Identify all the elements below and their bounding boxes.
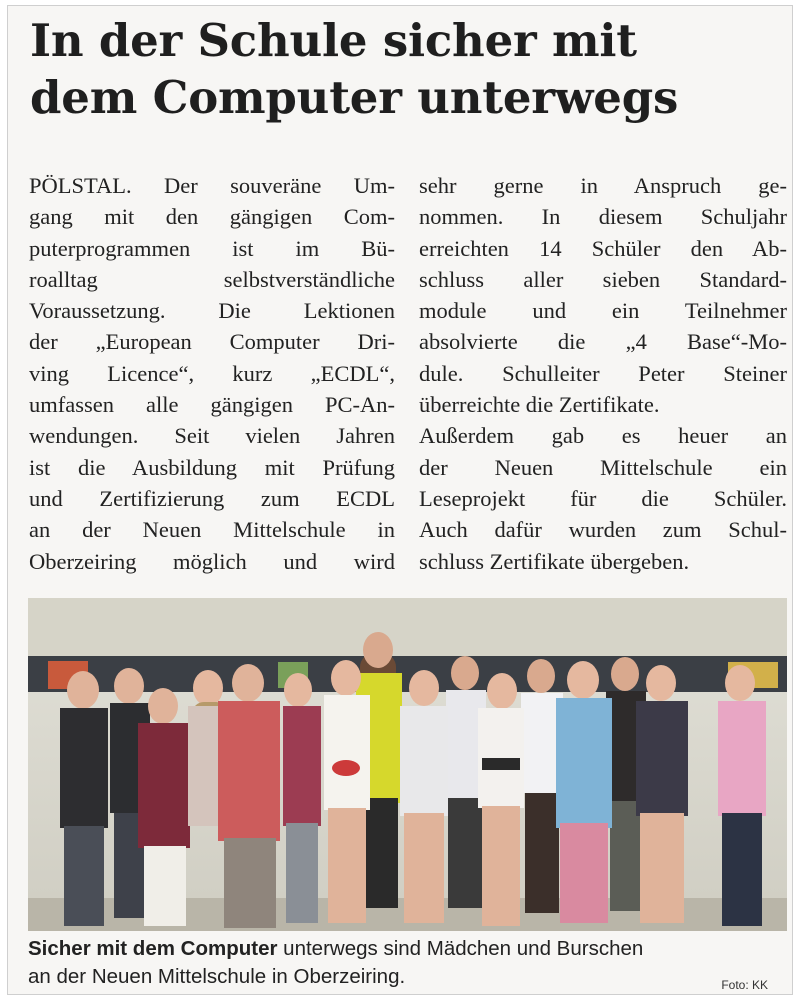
caption-text: unterwegs sind Mädchen und Burschen — [277, 937, 644, 960]
newspaper-clipping — [7, 5, 793, 995]
text-line: schluss Zertifikate übergeben. — [419, 548, 690, 574]
text-line: wendungen. Seit vielen Jahren — [29, 423, 395, 449]
caption-line — [28, 935, 788, 963]
text-line: Außerdem gab es heuer an — [419, 423, 787, 449]
text-line: ist die Ausbildung mit Prüfung — [29, 454, 395, 480]
headline-line: In der Schule sicher mit — [30, 14, 637, 67]
text-line: roalltag selbstverständliche — [29, 266, 395, 292]
text-line: Voraussetzung. Die Lektionen — [29, 298, 395, 324]
article-column-left — [29, 170, 395, 577]
group-photo — [28, 598, 787, 931]
text-line: nommen. In diesem Schuljahr — [419, 204, 787, 230]
caption-bold-lead: Sicher mit dem Computer — [28, 937, 278, 960]
text-line: module und ein Teilnehmer — [419, 298, 787, 324]
photo-caption — [28, 935, 788, 991]
text-line: Leseprojekt für die Schüler. — [419, 485, 787, 511]
text-line: Oberzeiring möglich und wird — [29, 548, 395, 574]
text-line: gang mit den gängigen Com- — [29, 204, 395, 230]
text-line: umfassen alle gängigen PC-An- — [29, 392, 395, 418]
text-line: schluss aller sieben Standard- — [419, 266, 787, 292]
article-column-right — [419, 170, 787, 577]
text-line: dule. Schulleiter Peter Steiner — [419, 360, 787, 386]
photo-credit: Foto: KK — [721, 978, 768, 992]
text-line: erreichten 14 Schüler den Ab- — [419, 235, 787, 261]
text-line: PÖLSTAL. Der souveräne Um- — [29, 173, 395, 198]
headline-line: dem Computer unterwegs — [30, 71, 679, 124]
text-line: der „European Computer Dri- — [29, 329, 395, 355]
group-photo-illustration — [28, 598, 787, 931]
text-line: und Zertifizierung zum ECDL — [29, 485, 395, 511]
text-line: der Neuen Mittelschule ein — [419, 454, 787, 480]
text-line: überreichte die Zertifikate. — [419, 392, 660, 418]
text-line: absolvierte die „4 Base“-Mo- — [419, 329, 787, 355]
caption-line: an der Neuen Mittelschule in Oberzeiring. — [28, 965, 406, 988]
text-line: sehr gerne in Anspruch ge- — [419, 173, 787, 198]
text-line: puterprogrammen ist im Bü- — [29, 235, 395, 261]
text-line: an der Neuen Mittelschule in — [29, 517, 395, 543]
text-line: ving Licence“, kurz „ECDL“, — [29, 360, 395, 386]
headline — [30, 12, 790, 126]
text-line: Auch dafür wurden zum Schul- — [419, 517, 787, 543]
